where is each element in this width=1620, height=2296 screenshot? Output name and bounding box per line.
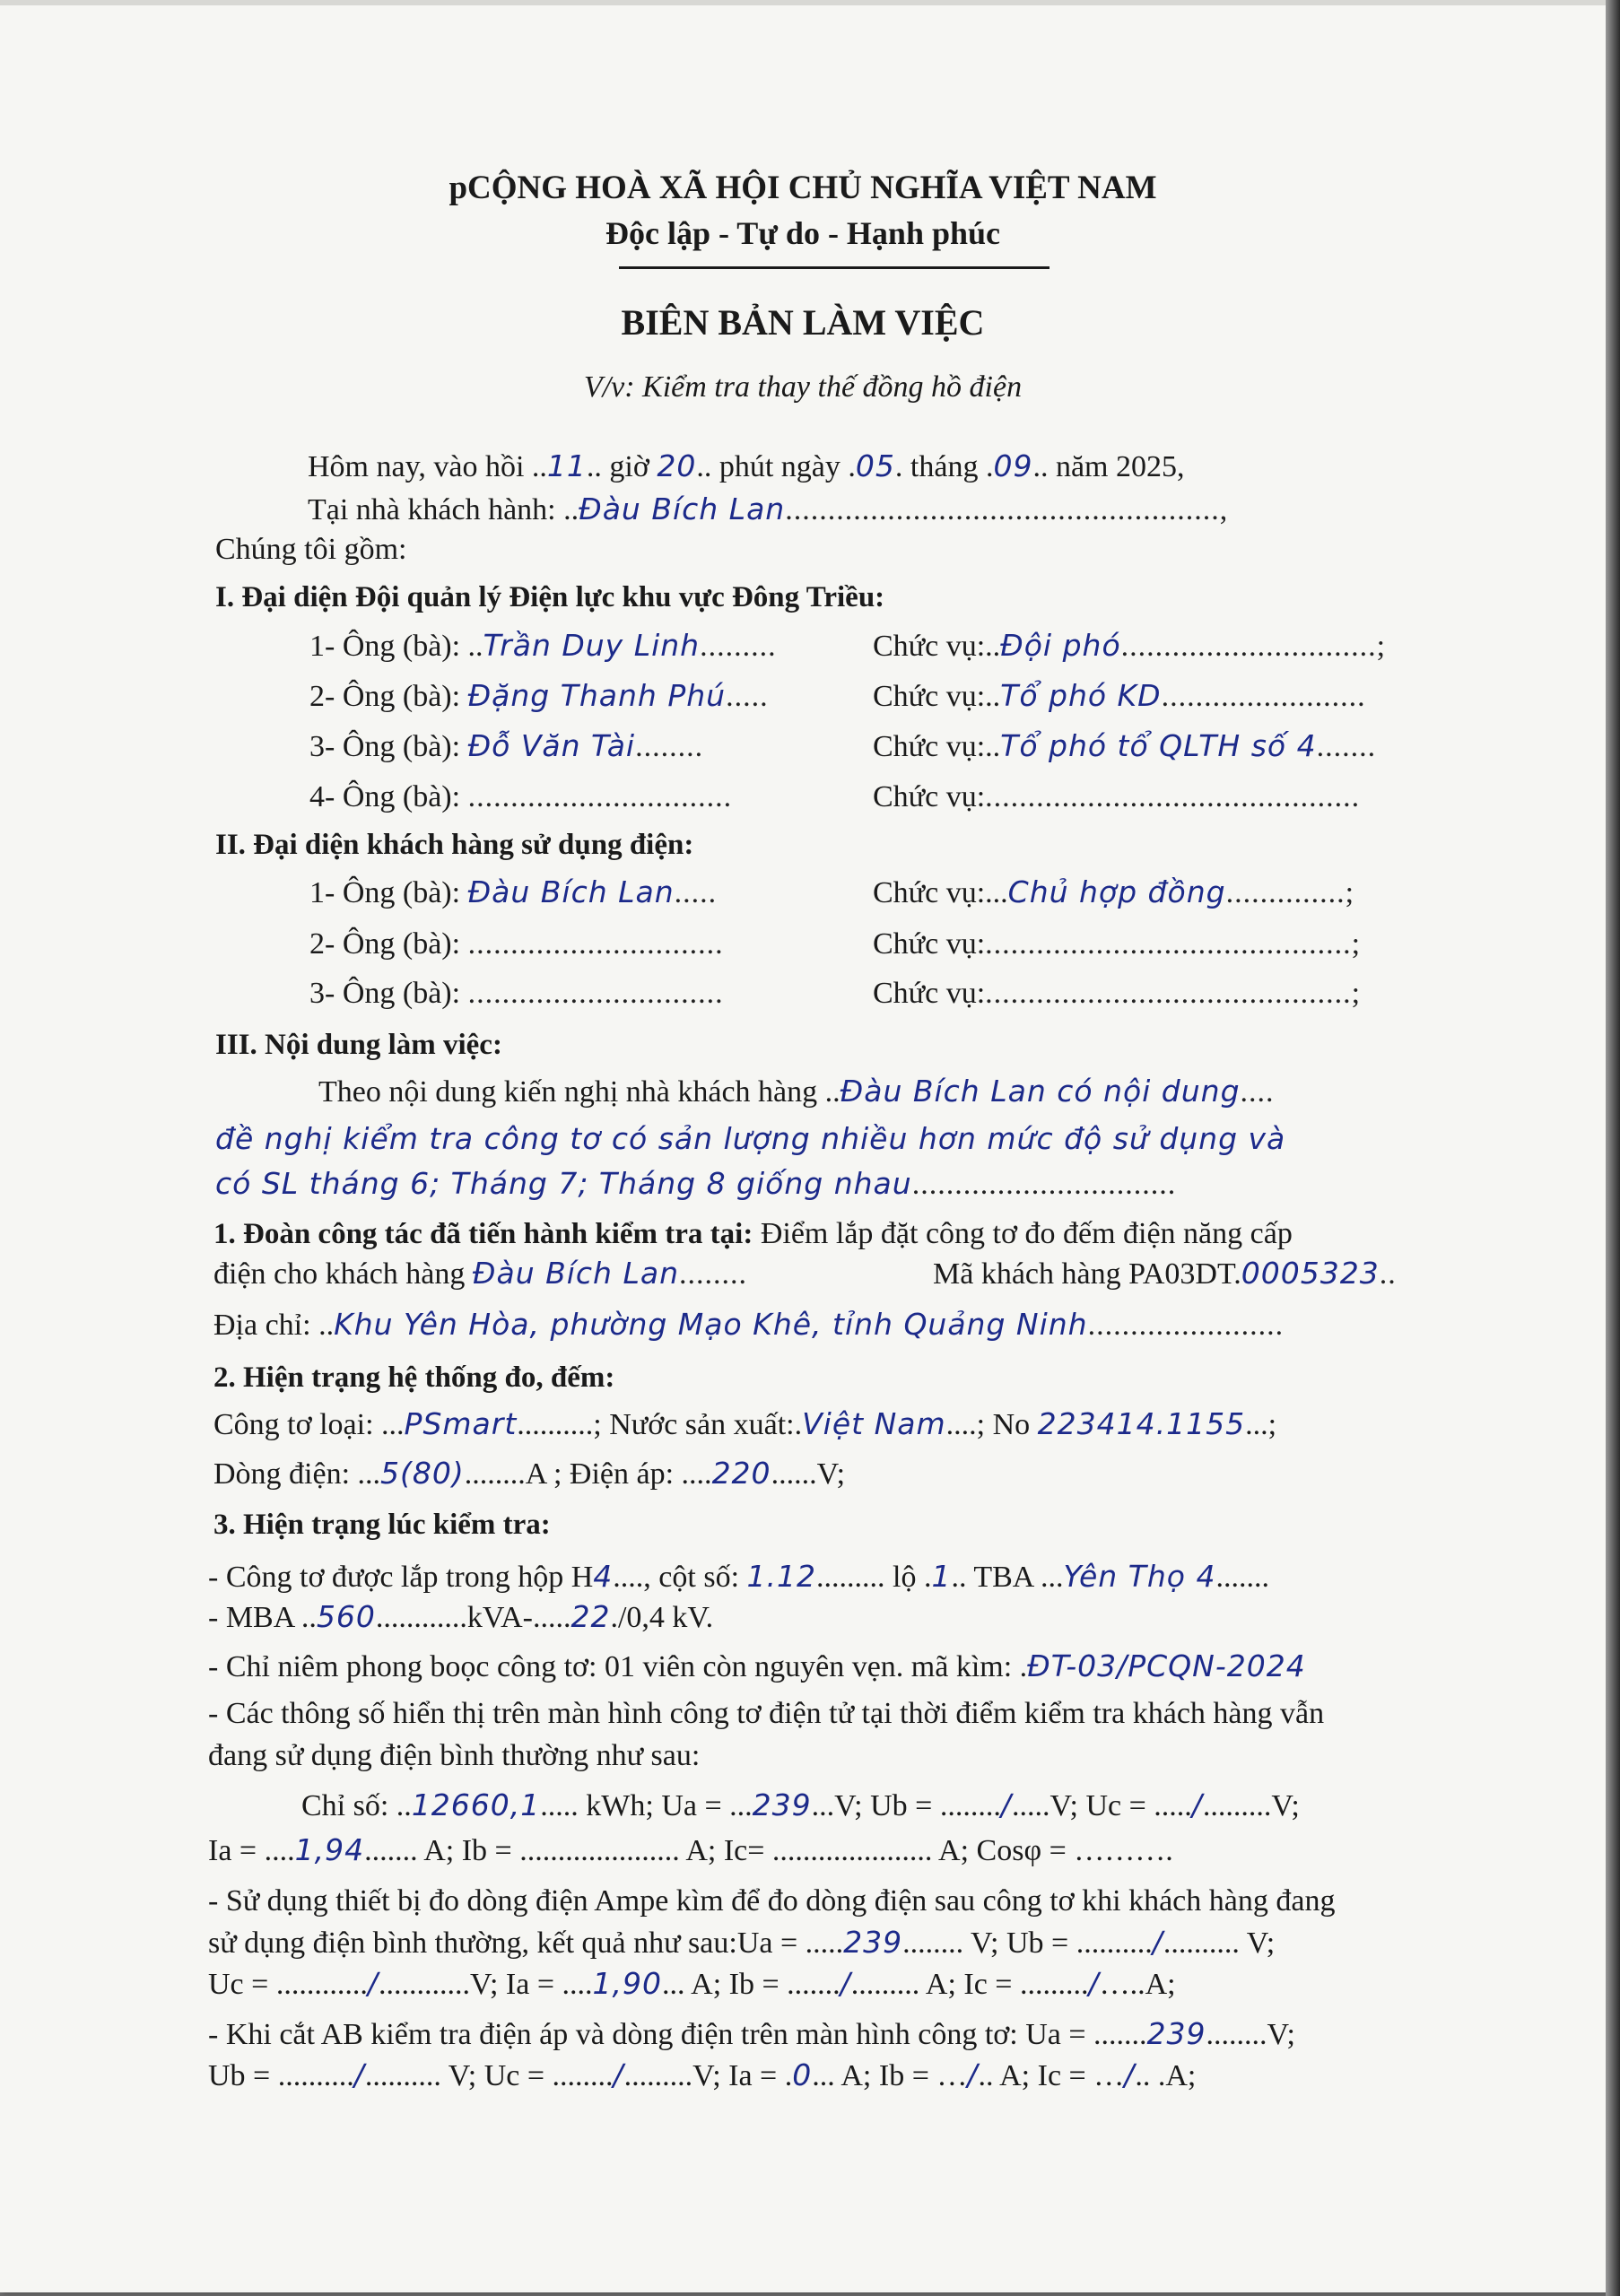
- seal-label: - Chỉ niêm phong boọc công tơ: 01 viên còn nguyên vẹn. mã kìm: .: [208, 1650, 1028, 1683]
- intro-text: . tháng .: [894, 450, 994, 483]
- motto-underline: [619, 266, 1050, 269]
- serial-end: ...;: [1245, 1408, 1277, 1441]
- intro-text: .. phút ngày .: [696, 450, 856, 483]
- row-dots: .....: [726, 680, 769, 713]
- hour-value: 11: [546, 448, 587, 483]
- cut-text: ... A; Ib = …: [812, 2059, 968, 2092]
- ub-display-value: /: [1000, 1787, 1012, 1822]
- request-line: [215, 1166, 1176, 1203]
- month-value: 09: [993, 448, 1033, 483]
- cut-line: [208, 2016, 1295, 2053]
- section1-role: [873, 628, 1386, 665]
- box-value: 4: [593, 1559, 614, 1594]
- mba-kv-value: 22: [570, 1599, 611, 1634]
- customer-label: điện cho khách hàng: [213, 1257, 473, 1291]
- country-value: Việt Nam: [802, 1406, 946, 1441]
- row-label: 2- Ông (bà):: [309, 680, 468, 713]
- address-line: [213, 1307, 1284, 1344]
- seal-code: ĐT-03/PCQN-2024: [1027, 1648, 1306, 1683]
- serial-label: ....; No: [945, 1408, 1038, 1441]
- cut-text: Ub = ..........: [208, 2059, 354, 2092]
- voltage-unit: ......V;: [771, 1457, 846, 1491]
- row-label: 1- Ông (bà):: [309, 876, 468, 909]
- part1-title: 1. Đoàn công tác đã tiến hành kiểm tra tại:: [213, 1218, 753, 1250]
- uc-clamp-value: /: [367, 1966, 379, 2001]
- ua-clamp-value: 239: [843, 1925, 903, 1960]
- current-voltage-line: [213, 1456, 845, 1492]
- display-intro: - Các thông số hiển thị trên màn hình công tơ điện tử tại thời điểm kiểm tra khách hàng vẫn: [208, 1697, 1325, 1730]
- row-dots: ..............................: [467, 977, 724, 1010]
- role-label: Chức vụ:: [873, 780, 986, 813]
- ib-clamp-value: /: [840, 1966, 851, 2001]
- customer-code: 0005323: [1241, 1256, 1380, 1291]
- role-value: Chủ hợp đồng: [1007, 874, 1226, 909]
- role-label: Chức vụ:..: [873, 680, 1001, 713]
- person-name: Đàu Bích Lan: [467, 874, 675, 909]
- ic-clamp-value: /: [1088, 1966, 1100, 2001]
- country-label: ..........; Nước sản xuất:.: [517, 1408, 803, 1441]
- person-name: Đỗ Văn Tài: [467, 728, 636, 763]
- part2-title: 2. Hiện trạng hệ thống đo, đếm:: [213, 1361, 615, 1394]
- role-label: Chức vụ:: [873, 977, 986, 1010]
- section1-row: [309, 778, 732, 815]
- row-dots: ...............................: [467, 780, 733, 813]
- uc-cut-value: /: [613, 2057, 624, 2092]
- cut-text: .. A; Ic = …: [978, 2059, 1125, 2092]
- section1-role: [873, 728, 1376, 765]
- tba-label: .. TBA ...: [951, 1561, 1064, 1594]
- address-value: Khu Yên Hòa, phường Mạo Khê, tỉnh Quảng Ninh: [334, 1307, 1088, 1342]
- section1-row: [309, 678, 769, 715]
- pole-value: 1.12: [746, 1559, 816, 1594]
- row-dots: .........: [700, 630, 777, 663]
- section1-row: [309, 728, 703, 765]
- role-label: Chức vụ:..: [873, 630, 1001, 663]
- role-dots: ........................: [1161, 680, 1366, 713]
- reading-text: .....V; Uc = .....: [1011, 1789, 1192, 1822]
- intro-text: .. giờ: [586, 450, 658, 483]
- meter-location-line: [208, 1559, 1269, 1596]
- role-label: Chức vụ:...: [873, 876, 1008, 909]
- mba-rest: ............kVA-.....: [375, 1601, 571, 1634]
- reading-line: [301, 1787, 1300, 1824]
- request-dots: ...............................: [911, 1168, 1177, 1201]
- clamp-text: ........ V; Ub = ..........: [902, 1926, 1153, 1960]
- ia-clamp-value: 1,90: [592, 1966, 663, 2001]
- section2-row: [309, 926, 724, 962]
- document-title: BIÊN BẢN LÀM VIỆC: [621, 302, 985, 343]
- role-dots: ..............................;: [1120, 630, 1387, 663]
- ua-display-value: 239: [752, 1787, 812, 1822]
- role-dots: ..............;: [1225, 876, 1355, 909]
- person-name: Đặng Thanh Phú: [467, 678, 727, 713]
- lot-value: 1: [931, 1559, 952, 1594]
- customer-code-label: Mã khách hàng PA03DT.: [933, 1257, 1241, 1291]
- cut-text: .......... V; Uc = ........: [364, 2059, 614, 2092]
- row-dots: ..............................: [467, 927, 724, 961]
- reading-value: 12660,1: [411, 1787, 541, 1822]
- box-label: - Công tơ được lắp trong hộp H: [208, 1561, 594, 1594]
- tba-value: Yên Thọ 4: [1063, 1559, 1216, 1594]
- customer-code-line: [933, 1256, 1397, 1292]
- pole-label: ...., cột số:: [613, 1561, 747, 1594]
- role-dots: ...........................................;: [985, 977, 1362, 1010]
- person-name: Trần Duy Linh: [483, 628, 701, 663]
- intro-text: .. năm 2025,: [1032, 450, 1185, 483]
- section3-title: III. Nội dung làm việc:: [215, 1029, 502, 1061]
- address-dots: .......................: [1087, 1309, 1285, 1342]
- request-label: Theo nội dung kiến nghị nhà khách hàng ..: [318, 1075, 840, 1109]
- ic-cut-value: /: [1124, 2057, 1136, 2092]
- row-label: 3- Ông (bà):: [309, 730, 468, 763]
- request-dots: ....: [1240, 1075, 1275, 1109]
- place-value: Đàu Bích Lan: [579, 491, 786, 526]
- serial-value: 223414.1155: [1037, 1406, 1246, 1441]
- customer-line: [213, 1256, 747, 1292]
- customer-name: Đàu Bích Lan: [472, 1256, 679, 1291]
- clamp-text: …..A;: [1099, 1968, 1176, 2001]
- nation-heading: pCỘNG HOÀ XÃ HỘI CHỦ NGHĨA VIỆT NAM: [449, 170, 1157, 206]
- current-display-line: [208, 1832, 1173, 1869]
- ia-cut-value: 0: [792, 2057, 813, 2092]
- current-display-rest: ....... A; Ib = ..................... A; Ic= ..................... A; Cosφ = ……….: [364, 1834, 1173, 1867]
- part3-title: 3. Hiện trạng lúc kiểm tra:: [213, 1509, 551, 1541]
- role-label: Chức vụ:: [873, 927, 986, 961]
- current-label: Dòng điện: ...: [213, 1457, 381, 1491]
- ib-cut-value: /: [967, 2057, 979, 2092]
- uc-display-value: /: [1191, 1787, 1203, 1822]
- customer-dots: ........: [678, 1257, 747, 1291]
- document-subject: V/v: Kiểm tra thay thế đồng hồ điện: [583, 370, 1023, 404]
- cut-text: .. .A;: [1135, 2059, 1197, 2092]
- part1-title-rest: Điểm lắp đặt công tơ đo đếm điện năng cấp: [753, 1217, 1293, 1250]
- clamp-text: ... A; Ib = .......: [662, 1968, 840, 2001]
- ub-cut-value: /: [353, 2057, 365, 2092]
- current-value: 5(80): [380, 1456, 465, 1491]
- role-value: Đội phó: [1000, 628, 1121, 663]
- address-label: Địa chỉ: ..: [213, 1309, 335, 1342]
- mba-label: - MBA ..: [208, 1601, 317, 1634]
- ua-cut-value: 239: [1146, 2016, 1206, 2051]
- intro-place-line: [308, 491, 1228, 528]
- request-text: Đàu Bích Lan có nội dung: [840, 1074, 1241, 1109]
- meter-line: [213, 1406, 1276, 1443]
- cut-text: - Khi cắt AB kiểm tra điện áp và dòng điện trên màn hình công tơ: Ua = .......: [208, 2018, 1147, 2051]
- section2-role: [873, 874, 1354, 911]
- row-dots: .....: [674, 876, 718, 909]
- motto: Độc lập - Tự do - Hạnh phúc: [605, 215, 1001, 251]
- section1-title: I. Đại diện Đội quản lý Điện lực khu vực Đông Triều:: [215, 581, 885, 613]
- cut-line: [208, 2057, 1196, 2094]
- section1-role: [873, 678, 1366, 715]
- cut-text: .........V; Ia = .: [623, 2059, 793, 2092]
- mba-tail: ./0,4 kV.: [610, 1601, 714, 1634]
- mba-value: 560: [316, 1599, 376, 1634]
- meter-label: Công tơ loại: ...: [213, 1408, 405, 1441]
- role-dots: .......: [1316, 730, 1377, 763]
- section2-title: II. Đại diện khách hàng sử dụng điện:: [215, 829, 694, 861]
- meter-type: PSmart: [404, 1406, 518, 1441]
- seal-line: [208, 1648, 1306, 1685]
- row-label: 3- Ông (bà):: [309, 977, 468, 1010]
- row-dots: ........: [635, 730, 704, 763]
- cut-text: ........V;: [1206, 2018, 1296, 2051]
- display-intro: đang sử dụng điện bình thường như sau:: [208, 1739, 701, 1772]
- clamp-text: ............V; Ia = ....: [378, 1968, 593, 2001]
- clamp-text: .......... V;: [1163, 1926, 1276, 1960]
- reading-text: ...V; Ub = ........: [811, 1789, 1001, 1822]
- mba-line: [208, 1599, 713, 1636]
- place-label: Tại nhà khách hành: ..: [308, 493, 579, 526]
- customer-code-dots: ..: [1379, 1257, 1397, 1291]
- lot-label: ......... lộ .: [816, 1561, 932, 1594]
- part1-title-line: [213, 1216, 1293, 1252]
- ia-label: Ia = ....: [208, 1834, 295, 1867]
- page-top-edge: [0, 0, 1606, 5]
- row-label: 1- Ông (bà): ..: [309, 630, 483, 663]
- role-value: Tổ phó tổ QLTH số 4: [1000, 728, 1317, 763]
- tba-dots: .......: [1215, 1561, 1269, 1594]
- place-dots: ...................................................,: [785, 493, 1229, 526]
- section2-role: [873, 975, 1361, 1012]
- section1-role: [873, 778, 1360, 815]
- we-include: Chúng tôi gồm:: [215, 533, 407, 566]
- role-label: Chức vụ:..: [873, 730, 1001, 763]
- minute-value: 20: [657, 448, 697, 483]
- section2-row: [309, 874, 717, 911]
- section2-role: [873, 926, 1361, 962]
- request-text: đề nghị kiểm tra công tơ có sản lượng nhiều hơn mức độ sử dụng và: [215, 1121, 1286, 1156]
- row-label: 4- Ông (bà):: [309, 780, 468, 813]
- section2-row: [309, 975, 724, 1012]
- request-line: [318, 1074, 1275, 1110]
- reading-text: .........V;: [1202, 1789, 1300, 1822]
- row-label: 2- Ông (bà):: [309, 927, 468, 961]
- clamp-intro: - Sử dụng thiết bị đo dòng điện Ampe kìm để đo dòng điện sau công tơ khi khách hàng đang: [208, 1884, 1336, 1918]
- voltage-label: ........A ; Điện áp: ....: [464, 1457, 712, 1491]
- clamp-line: [208, 1966, 1176, 2003]
- ub-clamp-value: /: [1152, 1925, 1163, 1960]
- clamp-text: Uc = ............: [208, 1968, 368, 2001]
- reading-label: Chỉ số: ..: [301, 1789, 412, 1822]
- section1-row: [309, 628, 777, 665]
- ia-display-value: 1,94: [294, 1832, 365, 1867]
- clamp-text: ......... A; Ic = .........: [850, 1968, 1089, 2001]
- reading-text: ..... kWh; Ua = ...: [540, 1789, 753, 1822]
- clamp-text: sử dụng điện bình thường, kết quả như sau:Ua = .....: [208, 1926, 844, 1960]
- intro-text: Hôm nay, vào hồi ..: [308, 450, 547, 483]
- intro-datetime-line: [308, 448, 1185, 485]
- clamp-line: [208, 1925, 1275, 1961]
- role-dots: ...........................................;: [985, 927, 1362, 961]
- request-text: có SL tháng 6; Tháng 7; Tháng 8 giống nhau: [215, 1166, 912, 1201]
- scanner-edge: [1606, 0, 1620, 2296]
- day-value: 05: [855, 448, 895, 483]
- role-dots: ............................................: [985, 780, 1361, 813]
- role-value: Tổ phó KD: [1000, 678, 1162, 713]
- voltage-value: 220: [711, 1456, 771, 1491]
